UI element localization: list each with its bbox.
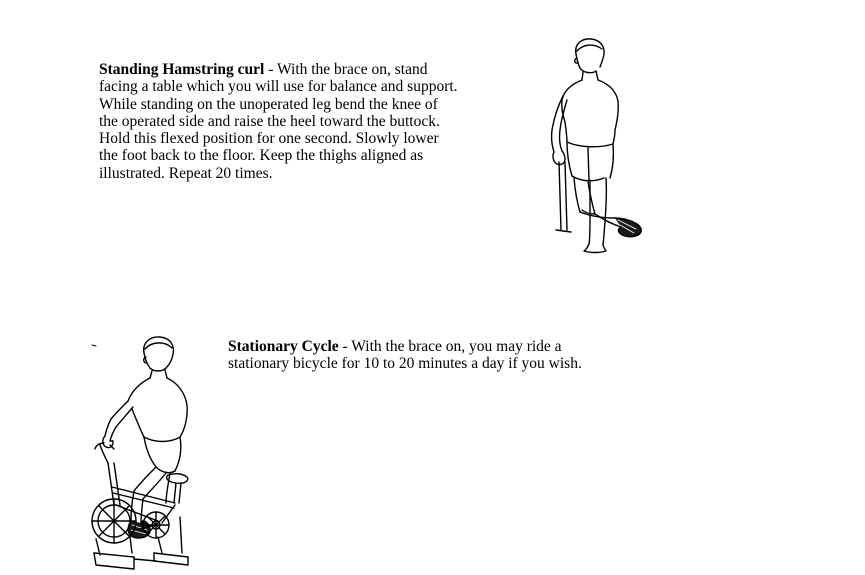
- exercise-1-title: Standing Hamstring curl: [99, 61, 265, 78]
- exercise-2-body: With the brace on, you may ride a stationary bicycle for 10 to 20 minutes a day if you wish.: [228, 338, 582, 373]
- exercise-2-title: Stationary Cycle: [228, 338, 339, 355]
- exercise-stationary-cycle: [0, 300, 865, 574]
- stationary-cycle-illustration: [70, 325, 230, 575]
- exercise-2-separator: -: [338, 338, 352, 355]
- exercise-2-text: [228, 338, 598, 373]
- exercise-1-body: With the brace on, stand facing a table which you will use for balance and support. While standing on the unoperated leg bend the knee of the operated side and raise the heel toward the buttock. Hold this flexed position for one second. Slowly lower the foot back to the floor. Keep the thighs aligned as illustrated. Repeat 20 times.: [99, 61, 458, 182]
- exercise-standing-hamstring-curl: [0, 0, 865, 280]
- exercise-1-text: [99, 61, 459, 182]
- exercise-1-separator: -: [264, 61, 277, 78]
- standing-hamstring-curl-illustration: [520, 30, 660, 255]
